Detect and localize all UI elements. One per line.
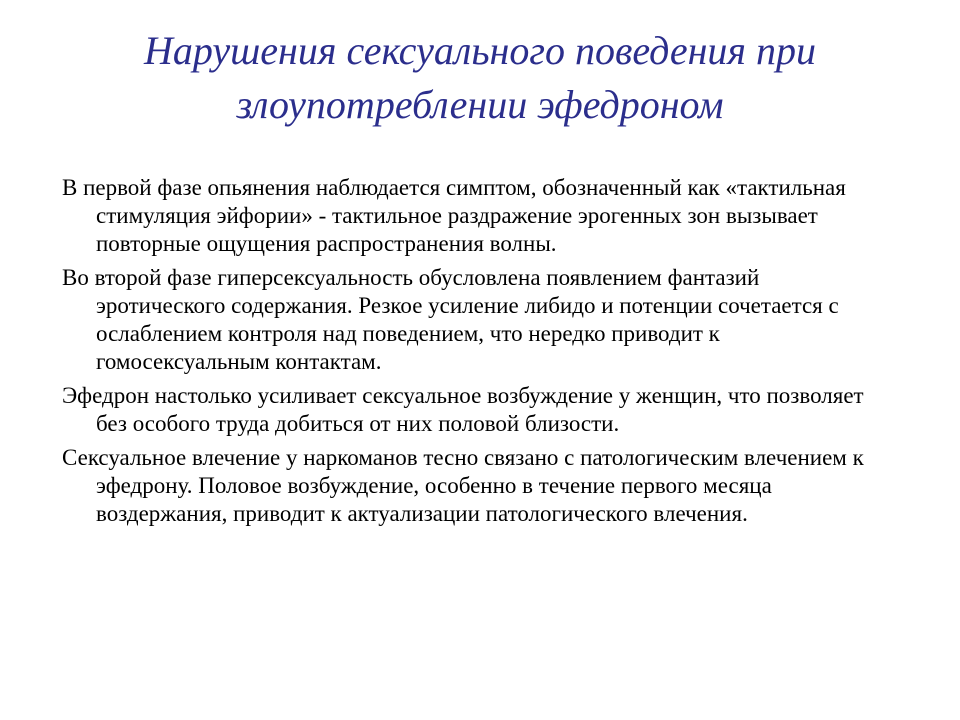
paragraph-2: Во второй фазе гиперсексуальность обусловлена появлением фантазий эротического содержания. Резкое усиление либидо и потенции сочетается с ослаблением контроля над поведением, что нередко приводит к гомосексуальным контактам. — [62, 265, 839, 374]
slide-body — [62, 174, 882, 534]
paragraph-3: Эфедрон настолько усиливает сексуальное возбуждение у женщин, что позволяет без особого труда добиться от них половой близости. — [62, 383, 864, 436]
paragraph-4: Сексуальное влечение у наркоманов тесно связано с патологическим влечением к эфедрону. Половое возбуждение, особенно в течение первого месяца воздержания, приводит к актуализации патологического влечения. — [62, 445, 864, 526]
slide-title: Нарушения сексуального поведения при злоупотреблении эфедроном — [143, 28, 817, 127]
paragraph-1: В первой фазе опьянения наблюдается симптом, обозначенный как «тактильная стимуляция эйфории» - тактильное раздражение эрогенных зон вызывает повторные ощущения распространения волны. — [62, 175, 846, 256]
